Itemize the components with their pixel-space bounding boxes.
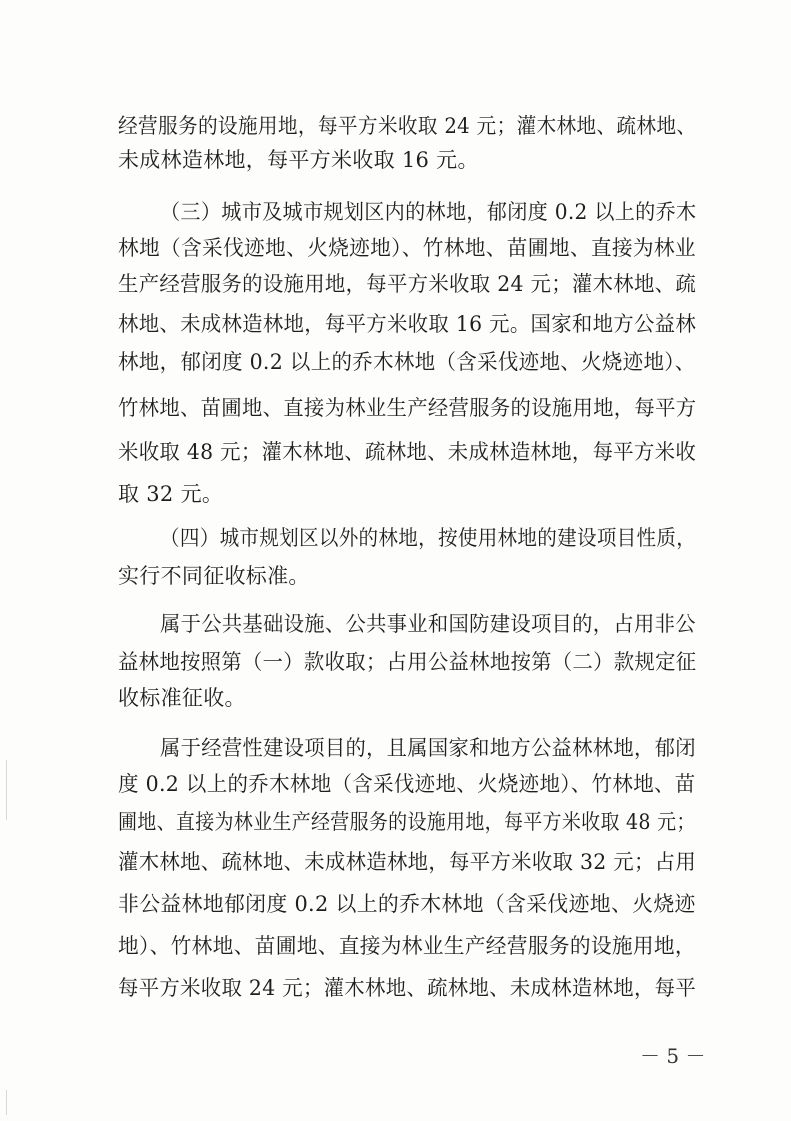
text-line: 林地（含采伐迹地、火烧迹地）、竹林地、苗圃地、直接为林业 xyxy=(118,236,696,260)
text-line: （三）城市及城市规划区内的林地，郁闭度 0.2 以上的乔木 xyxy=(160,200,697,224)
scan-edge-mark xyxy=(6,760,7,820)
text-line: 非公益林地郁闭度 0.2 以上的乔木林地（含采伐迹地、火烧迹 xyxy=(118,892,696,916)
text-line: 取 32 元。 xyxy=(118,482,224,506)
text-line: 属于经营性建设项目的，且属国家和地方公益林林地，郁闭 xyxy=(160,736,696,760)
text-line: 圃地、直接为林业生产经营服务的设施用地，每平方米收取 48 元； xyxy=(118,810,696,834)
text-line: 每平方米收取 24 元；灌木林地、疏林地、未成林造林地，每平 xyxy=(118,976,697,1000)
text-line: （四）城市规划区以外的林地，按使用林地的建设项目性质， xyxy=(160,526,697,550)
text-line: 未成林造林地，每平方米收取 16 元。 xyxy=(118,148,479,172)
text-line: 竹林地、苗圃地、直接为林业生产经营服务的设施用地，每平方 xyxy=(118,396,697,420)
scan-edge-mark xyxy=(6,1090,7,1115)
text-line: 生产经营服务的设施用地，每平方米收取 24 元；灌木林地、疏 xyxy=(118,272,697,296)
text-line: 收标准征收。 xyxy=(118,686,246,710)
text-line: 益林地按照第（一）款收取；占用公益林地按第（二）款规定征 xyxy=(118,650,697,674)
text-line: 属于公共基础设施、公共事业和国防建设项目的，占用非公 xyxy=(160,612,696,636)
text-line: 米收取 48 元；灌木林地、疏林地、未成林造林地，每平方米收 xyxy=(118,440,697,464)
text-line: 林地，郁闭度 0.2 以上的乔木林地（含采伐迹地、火烧迹地）、 xyxy=(118,350,696,374)
text-line: 实行不同征收标准。 xyxy=(118,564,310,588)
text-line: 度 0.2 以上的乔木林地（含采伐迹地、火烧迹地）、竹林地、苗 xyxy=(118,772,696,796)
text-line: 林地、未成林造林地，每平方米收取 16 元。国家和地方公益林 xyxy=(118,312,697,336)
text-line: 经营服务的设施用地，每平方米收取 24 元；灌木林地、疏林地、 xyxy=(118,114,697,138)
text-line: 灌木林地、疏林地、未成林造林地，每平方米收取 32 元；占用 xyxy=(118,850,697,874)
page-number: － 5 － xyxy=(640,1044,706,1068)
text-line: 地）、竹林地、苗圃地、直接为林业生产经营服务的设施用地， xyxy=(118,934,696,958)
